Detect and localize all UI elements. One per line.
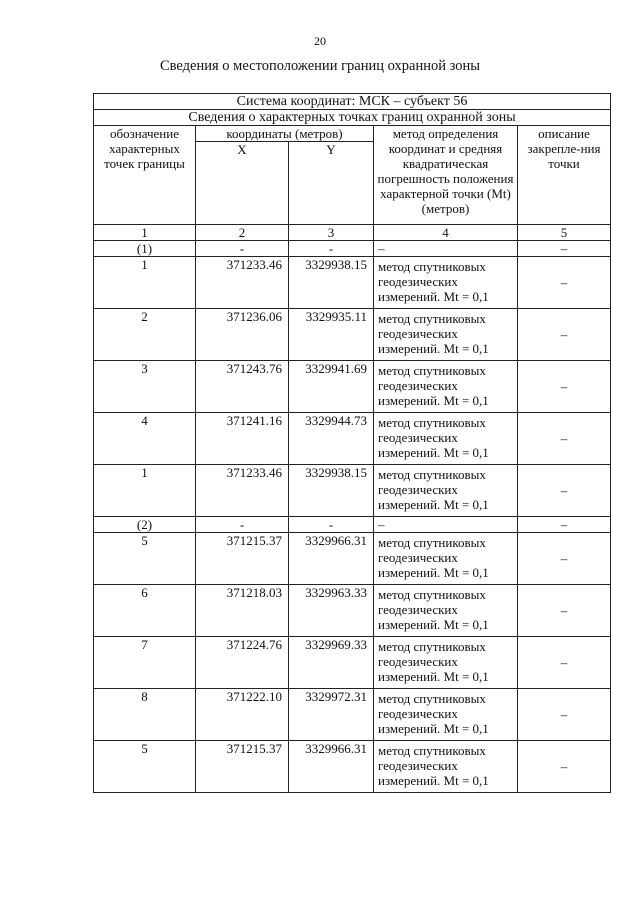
point-method: метод спутниковых геодезических измерений. Mt = 0,1 — [374, 257, 518, 309]
point-y: 3329944.73 — [289, 413, 374, 465]
column-header-coords: координаты (метров) — [196, 126, 374, 142]
point-row — [94, 309, 611, 361]
point-y: 3329966.31 — [289, 533, 374, 585]
group-description: – — [518, 517, 611, 533]
point-x: 371233.46 — [196, 465, 289, 517]
column-number: 3 — [289, 225, 374, 241]
point-y: 3329935.11 — [289, 309, 374, 361]
point-y: 3329938.15 — [289, 465, 374, 517]
point-method: метод спутниковых геодезических измерений. Mt = 0,1 — [374, 361, 518, 413]
document-title: Сведения о местоположении границ охранной зоны — [159, 58, 480, 74]
point-row — [94, 465, 611, 517]
page-number: 20 — [314, 34, 326, 48]
point-row — [94, 585, 611, 637]
point-method: метод спутниковых геодезических измерений. Mt = 0,1 — [374, 533, 518, 585]
group-y: - — [289, 241, 374, 257]
group-description: – — [518, 241, 611, 257]
point-x: 371218.03 — [196, 585, 289, 637]
group-row — [94, 517, 611, 533]
point-row — [94, 413, 611, 465]
column-number: 5 — [518, 225, 611, 241]
column-number: 2 — [196, 225, 289, 241]
point-method: метод спутниковых геодезических измерений. Mt = 0,1 — [374, 585, 518, 637]
point-description: – — [518, 361, 611, 413]
point-method: метод спутниковых геодезических измерений. Mt = 0,1 — [374, 413, 518, 465]
column-header-x: X — [196, 142, 289, 225]
point-x: 371224.76 — [196, 637, 289, 689]
point-description: – — [518, 257, 611, 309]
column-number: 1 — [94, 225, 196, 241]
point-description: – — [518, 689, 611, 741]
point-row — [94, 689, 611, 741]
point-method: метод спутниковых геодезических измерений. Mt = 0,1 — [374, 309, 518, 361]
point-description: – — [518, 741, 611, 793]
point-id: 3 — [94, 361, 196, 413]
coordinate-system-header: Система координат: МСК – субъект 56 — [94, 94, 611, 110]
group-method: – — [374, 241, 518, 257]
section-header: Сведения о характерных точках границ охранной зоны — [94, 110, 611, 126]
column-header-description: описание закрепле-ния точки — [518, 126, 611, 225]
point-id: 2 — [94, 309, 196, 361]
point-description: – — [518, 413, 611, 465]
column-header-point: обозначение характерных точек границы — [94, 126, 196, 225]
point-id: 1 — [94, 257, 196, 309]
point-method: метод спутниковых геодезических измерений. Mt = 0,1 — [374, 637, 518, 689]
point-method: метод спутниковых геодезических измерений. Mt = 0,1 — [374, 741, 518, 793]
point-y: 3329938.15 — [289, 257, 374, 309]
point-description: – — [518, 309, 611, 361]
point-y: 3329966.31 — [289, 741, 374, 793]
point-id: 4 — [94, 413, 196, 465]
point-method: метод спутниковых геодезических измерений. Mt = 0,1 — [374, 465, 518, 517]
point-y: 3329963.33 — [289, 585, 374, 637]
column-header-method: метод определения координат и средняя квадратическая погрешность положения характерной точки (Mt) (метров) — [374, 126, 518, 225]
coordinates-table — [93, 93, 611, 793]
point-x: 371236.06 — [196, 309, 289, 361]
point-row — [94, 637, 611, 689]
point-description: – — [518, 585, 611, 637]
point-x: 371243.76 — [196, 361, 289, 413]
point-id: 6 — [94, 585, 196, 637]
group-x: - — [196, 517, 289, 533]
column-number: 4 — [374, 225, 518, 241]
point-row — [94, 257, 611, 309]
point-x: 371215.37 — [196, 741, 289, 793]
point-row — [94, 361, 611, 413]
point-id: 5 — [94, 741, 196, 793]
group-y: - — [289, 517, 374, 533]
point-x: 371241.16 — [196, 413, 289, 465]
point-id: 5 — [94, 533, 196, 585]
column-header-y: Y — [289, 142, 374, 225]
point-description: – — [518, 465, 611, 517]
point-id: 1 — [94, 465, 196, 517]
point-description: – — [518, 637, 611, 689]
group-method: – — [374, 517, 518, 533]
point-x: 371215.37 — [196, 533, 289, 585]
point-x: 371233.46 — [196, 257, 289, 309]
point-x: 371222.10 — [196, 689, 289, 741]
point-y: 3329941.69 — [289, 361, 374, 413]
point-y: 3329969.33 — [289, 637, 374, 689]
point-row — [94, 741, 611, 793]
point-row — [94, 533, 611, 585]
point-y: 3329972.31 — [289, 689, 374, 741]
group-label: (2) — [94, 517, 196, 533]
point-description: – — [518, 533, 611, 585]
point-id: 8 — [94, 689, 196, 741]
point-method: метод спутниковых геодезических измерений. Mt = 0,1 — [374, 689, 518, 741]
point-id: 7 — [94, 637, 196, 689]
group-row — [94, 241, 611, 257]
group-x: - — [196, 241, 289, 257]
group-label: (1) — [94, 241, 196, 257]
